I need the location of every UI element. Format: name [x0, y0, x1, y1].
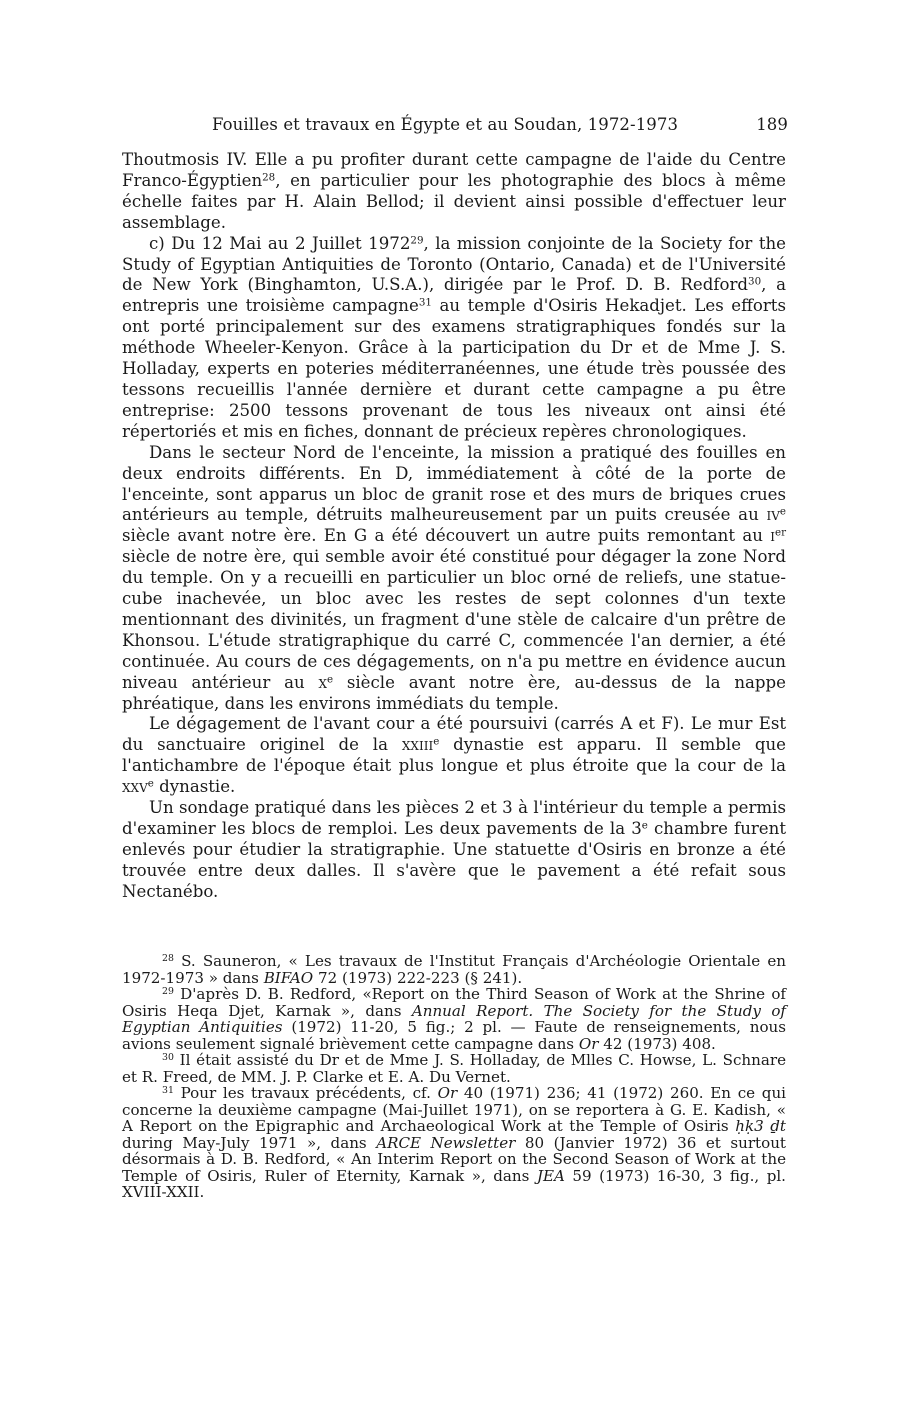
century-numeral: x [318, 672, 327, 692]
running-title: Fouilles et travaux en Égypte et au Soudan, 1972-1973 [212, 115, 679, 134]
text-run: Un sondage pratiqué dans les pièces 2 et 3 à l'intérieur du temple a permis d'examiner les blocs de remploi. Les deux pavements de la 3 [122, 798, 786, 838]
body-text [122, 150, 786, 903]
text-run: (1972) 11-20, 5 fig.; 2 pl. — Faute de renseignements, nous avions seulement signalé brièvement cette campagne dans [122, 1018, 786, 1053]
footnote-ref-29: 29 [410, 233, 424, 246]
text-run: 59 (1973) 16-30, 3 fig., pl. XVIII-XXII. [122, 1166, 786, 1201]
footnote-31 [122, 1085, 786, 1201]
text-run: Il était assisté du Dr et de Mme J. S. Holladay, de Mlles C. Howse, L. Schnare et R. Freed, de MM. J. P. Clarke et E. A. Du Vernet. [122, 1051, 786, 1086]
footnote-ref-28: 28 [262, 171, 276, 184]
dynasty-numeral: xxv [122, 777, 148, 797]
text-run: 42 (1973) 408. [598, 1034, 716, 1053]
page-number: 189 [756, 115, 788, 134]
text-run: 40 (1971) 236; 41 (1972) 260. En ce qui concerne la deuxième campagne (Mai-Juillet 1971), on se reportera à G. E. Kadish, « A Report on the Epigraphic and Archaeological Work at the Temple of Osiris [122, 1084, 786, 1135]
footnote-30 [122, 1052, 786, 1085]
text-run: during May-July 1971 », dans [122, 1133, 377, 1152]
text-run: D'après D. B. Redford, «Report on the Third Season of Work at the Shrine of Osiris Heqa Djet, Karnak », dans [122, 985, 786, 1020]
text-run: 72 (1973) 222-223 (§ 241). [313, 968, 523, 987]
paragraph-3 [122, 443, 786, 715]
ordinal-suffix: e [641, 819, 648, 832]
ordinal-suffix: e [326, 673, 334, 685]
italic-run: JEA [536, 1166, 565, 1185]
text-run: , en particulier pour les photographie des blocs à même échelle faites par H. Alain Bellod; il devient ainsi possible d'effectuer leur assemblage. [122, 170, 786, 232]
text-run: S. Sauneron, « Les travaux de l'Institut Français d'Archéologie Orientale en 1972-1973 » dans [122, 952, 786, 987]
italic-run: ḥḳ3 ḏt [735, 1117, 786, 1135]
text-run: siècle avant notre ère. En G a été découvert un autre puits remontant au [122, 526, 763, 546]
footnote-number: 29 [162, 985, 174, 997]
footnote-number: 28 [162, 952, 174, 964]
ordinal-suffix: e [433, 735, 440, 748]
ordinal-suffix: e [779, 505, 786, 518]
footnote-29 [122, 986, 786, 1052]
text-run: c) Du 12 Mai au 2 Juillet 1972 [149, 233, 411, 253]
italic-run: Or [437, 1084, 458, 1102]
footnotes [122, 953, 786, 1201]
text-run: chambre furent enlevés pour étudier la stratigraphie. Une statuette d'Osiris en bronze a été trouvée entre deux dalles. Il s'avère que le pavement a été refait sous Nectanébo. [122, 819, 786, 901]
text-run: au temple d'Osiris Hekadjet. Les efforts ont porté principalement sur des examens stratigraphiques fondés sur la méthode Wheeler-Kenyon. Grâce à la participation du Dr et de Mme J. S. Holladay, experts en poteries méditerranéennes, une étude très poussée des tessons recueillis l'année dernière et durant cette campagne a pu être entreprise: 2500 tessons provenant de tous les niveaux ont ainsi été répertoriés et mis en fiches, donnant de précieux repères chronologiques. [122, 296, 786, 441]
footnote-ref-31: 31 [418, 296, 432, 309]
ordinal-suffix: er [775, 526, 786, 539]
footnote-ref-30: 30 [748, 275, 762, 288]
running-head [212, 115, 788, 137]
italic-run: Annual Report. The Society for the Study of Egyptian Antiquities [122, 1001, 787, 1036]
italic-run: BIFAO [263, 968, 314, 987]
paragraph-5 [122, 798, 786, 903]
text-run: 80 (Janvier 1972) 36 et surtout désormais à D. B. Redford, « An Interim Report on the Second Season of Work at the Temple of Osiris, Ruler of Eternity, Karnak », dans [122, 1133, 787, 1185]
text-run: Pour les travaux précédents, cf. [173, 1084, 438, 1102]
text-run: siècle avant notre ère, au-dessus de la nappe phréatique, dans les environs immédiats du temple. [122, 672, 786, 713]
footnote-28 [122, 953, 786, 986]
text-run: Dans le secteur Nord de l'enceinte, la mission a pratiqué des fouilles en deux endroits différents. En D, immédiatement à côté de la porte de l'enceinte, sont apparus un bloc de granit rose et des murs de briques crues antérieurs au temple, détruits malheureusement par un puits creusée au [122, 442, 786, 525]
text-run: Thoutmosis IV. Elle a pu profiter durant cette campagne de l'aide du Centre Franco-Égyptien [122, 150, 786, 190]
italic-run: ARCE Newsletter [376, 1133, 516, 1152]
paragraph-2 [122, 234, 786, 443]
dynasty-numeral: xxiii [401, 735, 434, 755]
text-run: Le dégagement de l'avant cour a été poursuivi (carrés A et F). Le mur Est du sanctuaire originel de la [122, 714, 786, 755]
text-run: dynastie est apparu. Il semble que l'antichambre de l'époque était plus longue et plus étroite que la cour de la [122, 735, 786, 776]
italic-run: Or [578, 1034, 599, 1053]
text-run: , a entrepris une troisième campagne [122, 275, 786, 316]
century-numeral: iv [766, 505, 780, 525]
paragraph-1 [122, 150, 786, 234]
text-run: siècle de notre ère, qui semble avoir été constitué pour dégager la zone Nord du temple. On y a recueilli en particulier un bloc orné de reliefs, une statue-cube inachevée, un bloc avec les restes de sept colonnes d'un texte mentionnant des divinités, un fragment d'une stèle de calcaire d'un prêtre de Khonsou. L'étude stratigraphique du carré C, commencée l'an dernier, a été continuée. Au cours de ces dégagements, on n'a pu mettre en évidence aucun niveau antérieur au [122, 547, 786, 692]
ordinal-suffix: e [147, 777, 154, 790]
footnote-number: 30 [162, 1051, 174, 1063]
text-run: dynastie. [153, 777, 236, 797]
century-numeral: i [770, 526, 775, 546]
text-run: , la mission conjointe de la Society for the Study of Egyptian Antiquities de Toronto (Ontario, Canada) et de l'Université de New York (Binghamton, U.S.A.), dirigée par le Prof. D. B. Redford [122, 233, 786, 295]
paragraph-4 [122, 714, 786, 798]
footnote-number: 31 [162, 1084, 174, 1096]
